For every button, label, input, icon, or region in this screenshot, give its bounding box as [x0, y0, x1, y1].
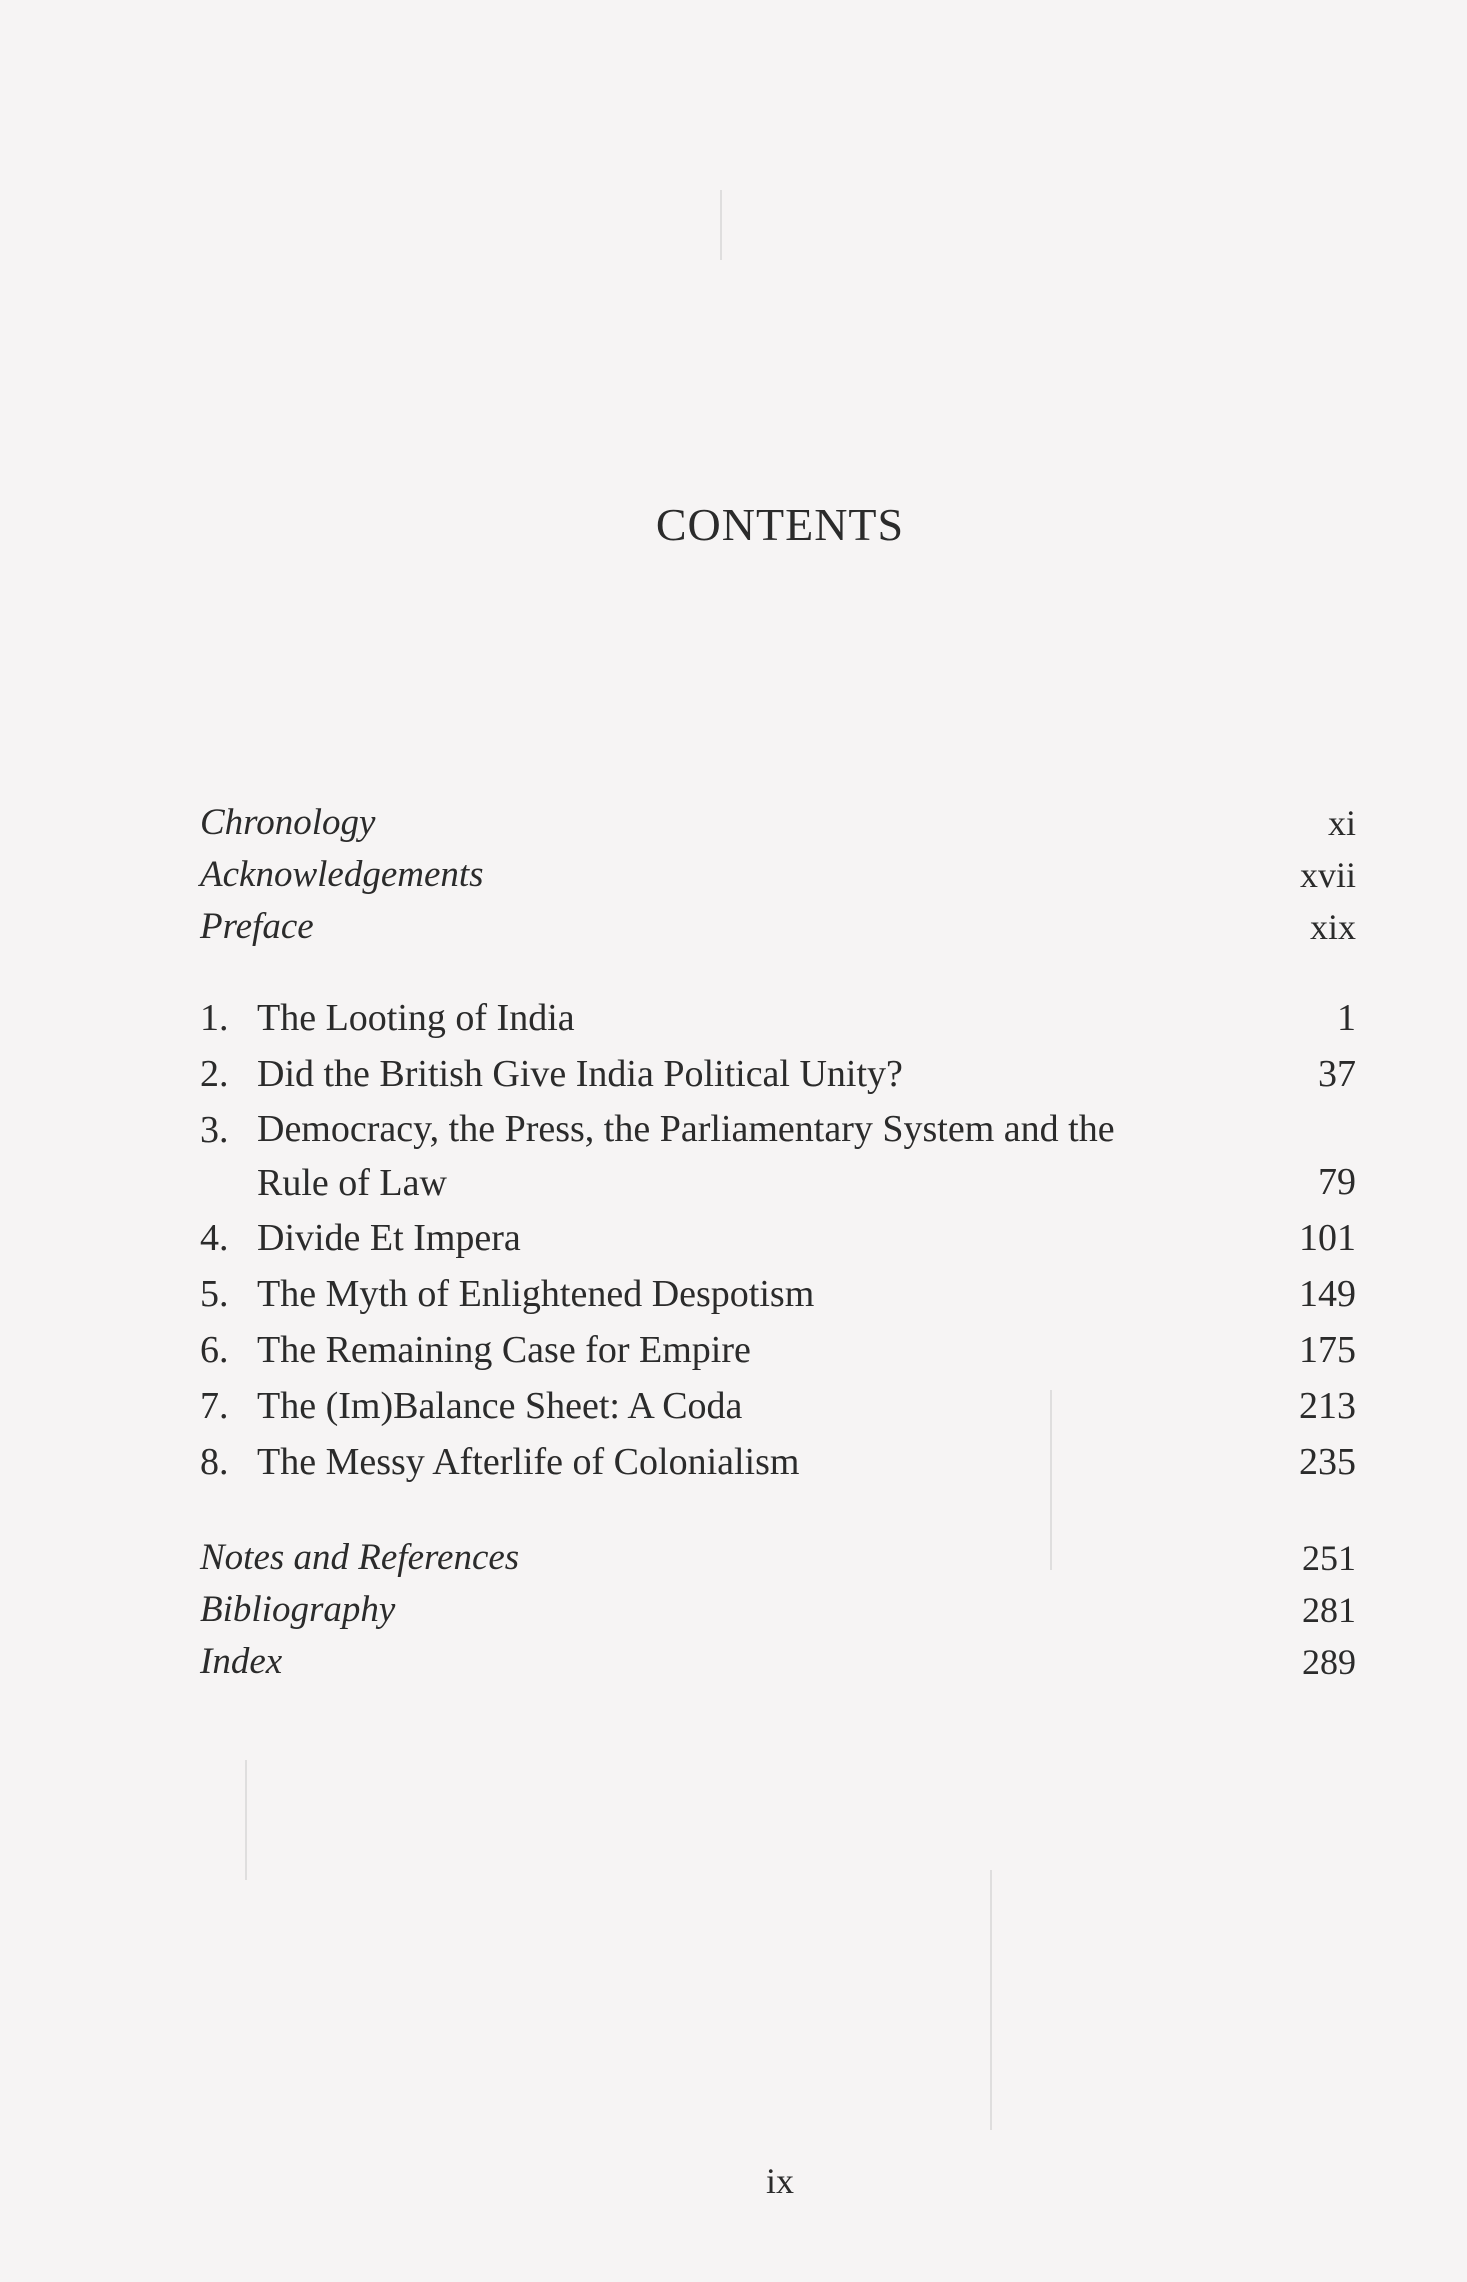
entry-page-number: 281: [1302, 1590, 1356, 1630]
toc-entry-chapter-1[interactable]: [200, 990, 1356, 1046]
chapter-title: The (Im)Balance Sheet: A Coda: [257, 1385, 743, 1427]
toc-entry-chapter-6[interactable]: [200, 1322, 1356, 1378]
chapter-title: The Myth of Enlightened Despotism: [257, 1273, 815, 1315]
chapter-title-line-2: Rule of Law: [257, 1162, 447, 1204]
chapter-title-line-1: Democracy, the Press, the Parliamentary System and the: [257, 1108, 1115, 1150]
entry-label: Bibliography: [200, 1589, 396, 1630]
toc-entry-bibliography[interactable]: [200, 1584, 1356, 1636]
toc-entry-chapter-2[interactable]: [200, 1046, 1356, 1102]
toc-entry-chapter-5[interactable]: [200, 1266, 1356, 1322]
entry-label: Chronology: [200, 802, 376, 843]
chapter-number: 1.: [200, 997, 229, 1039]
toc-entry-index[interactable]: [200, 1636, 1356, 1688]
toc-entry-preface[interactable]: [200, 901, 1356, 953]
entry-page-number: 235: [1299, 1441, 1356, 1483]
chapter-number: 3.: [200, 1109, 229, 1151]
toc-entry-chapter-3[interactable]: [200, 1102, 1356, 1210]
chapter-number: 8.: [200, 1441, 229, 1483]
front-matter-list: [200, 797, 1356, 953]
chapter-title: [257, 1102, 1115, 1210]
entry-page-number: xvii: [1299, 855, 1356, 895]
chapter-number: 6.: [200, 1329, 229, 1371]
chapter-title: Did the British Give India Political Unity?: [257, 1053, 903, 1095]
scan-artifact: [720, 190, 722, 260]
entry-page-number: 175: [1299, 1329, 1356, 1371]
toc-entry-acknowledgements[interactable]: [200, 849, 1356, 901]
chapter-list: [200, 990, 1356, 1490]
chapter-number: 4.: [200, 1217, 229, 1259]
toc-entry-notes[interactable]: [200, 1532, 1356, 1584]
toc-entry-chapter-8[interactable]: [200, 1434, 1356, 1490]
chapter-title: The Messy Afterlife of Colonialism: [257, 1441, 800, 1483]
entry-page-number: 1: [1337, 997, 1356, 1039]
entry-page-number: xi: [1327, 803, 1356, 843]
entry-label: Notes and References: [200, 1537, 520, 1578]
chapter-number: 2.: [200, 1053, 229, 1095]
chapter-title: The Remaining Case for Empire: [257, 1329, 751, 1371]
entry-page-number: 149: [1299, 1273, 1356, 1315]
toc-entry-chapter-4[interactable]: [200, 1210, 1356, 1266]
entry-page-number: 101: [1299, 1217, 1356, 1259]
page-title: CONTENTS: [655, 499, 905, 550]
entry-page-number: 213: [1299, 1385, 1356, 1427]
entry-label: Preface: [200, 906, 314, 947]
toc-entry-chronology[interactable]: [200, 797, 1356, 849]
scan-artifact: [245, 1760, 247, 1880]
toc-entry-chapter-7[interactable]: [200, 1378, 1356, 1434]
entry-page-number: 251: [1302, 1538, 1356, 1578]
chapter-title: Divide Et Impera: [257, 1217, 521, 1259]
entry-page-number: 79: [1318, 1161, 1356, 1203]
entry-page-number: 289: [1302, 1642, 1356, 1682]
entry-label: Index: [200, 1641, 283, 1682]
chapter-title: The Looting of India: [257, 997, 575, 1039]
entry-page-number: 37: [1318, 1053, 1356, 1095]
entry-page-number: xix: [1309, 907, 1356, 947]
chapter-number: 7.: [200, 1385, 229, 1427]
entry-label: Acknowledgements: [200, 854, 484, 895]
scan-artifact: [990, 1870, 992, 2130]
chapter-number: 5.: [200, 1273, 229, 1315]
back-matter-list: [200, 1532, 1356, 1688]
page-number-folio: ix: [765, 2161, 794, 2201]
